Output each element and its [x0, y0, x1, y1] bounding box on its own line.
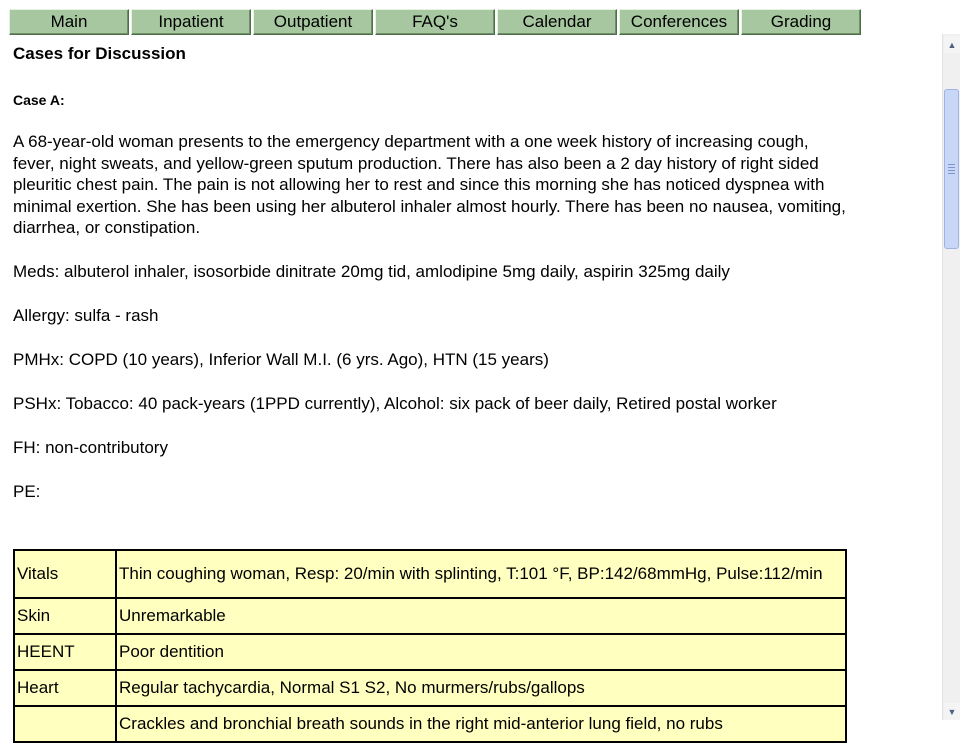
table-row	[14, 550, 846, 598]
table-row	[14, 598, 846, 634]
main-content	[13, 43, 853, 503]
row-label-lungs	[14, 706, 116, 742]
pe-label: PE:	[13, 482, 41, 501]
nav-main[interactable]: Main	[9, 9, 129, 35]
page-title: Cases for Discussion	[13, 44, 186, 63]
fh-text: FH: non-contributory	[13, 438, 168, 457]
row-value-heart: Regular tachycardia, Normal S1 S2, No murmers/rubs/gallops	[116, 670, 846, 706]
physical-exam-table	[13, 549, 847, 743]
case-title: Case A:	[13, 92, 65, 108]
nav-calendar[interactable]: Calendar	[497, 9, 617, 35]
top-nav	[9, 9, 861, 35]
thumb-grip-line	[948, 164, 955, 165]
nav-conferences[interactable]: Conferences	[619, 9, 739, 35]
thumb-grip-line	[948, 173, 955, 174]
nav-outpatient[interactable]: Outpatient	[253, 9, 373, 35]
row-label-heent: HEENT	[14, 634, 116, 670]
nav-faqs[interactable]: FAQ's	[375, 9, 495, 35]
table-row	[14, 706, 846, 742]
row-value-vitals: Thin coughing woman, Resp: 20/min with splinting, T:101 °F, BP:142/68mmHg, Pulse:112/min	[116, 550, 846, 598]
row-value-skin: Unremarkable	[116, 598, 846, 634]
thumb-grip-line	[948, 170, 955, 171]
vertical-scrollbar[interactable]	[942, 34, 960, 720]
thumb-grip-line	[948, 167, 955, 168]
row-label-skin: Skin	[14, 598, 116, 634]
allergy-text: Allergy: sulfa - rash	[13, 306, 159, 325]
row-label-vitals: Vitals	[14, 550, 116, 598]
row-label-heart: Heart	[14, 670, 116, 706]
nav-grading[interactable]: Grading	[741, 9, 861, 35]
nav-inpatient[interactable]: Inpatient	[131, 9, 251, 35]
pshx-text: PSHx: Tobacco: 40 pack-years (1PPD currently), Alcohol: six pack of beer daily, Retired postal worker	[13, 394, 777, 413]
scroll-up-icon[interactable]: ▲	[944, 36, 960, 53]
table-row	[14, 670, 846, 706]
meds-text: Meds: albuterol inhaler, isosorbide dinitrate 20mg tid, amlodipine 5mg daily, aspirin 325mg daily	[13, 262, 730, 281]
table-row	[14, 634, 846, 670]
case-history: A 68-year-old woman presents to the emergency department with a one week history of increasing cough, fever, night sweats, and yellow-green sputum production. There has also been a 2 day history of right sided pleuritic chest pain. The pain is not allowing her to rest and since this morning she has noticed dyspnea with minimal exertion. She has been using her albuterol inhaler almost hourly. There has been no nausea, vomiting, diarrhea, or constipation.	[13, 132, 846, 237]
row-value-heent: Poor dentition	[116, 634, 846, 670]
scroll-down-icon[interactable]: ▼	[944, 703, 960, 720]
scroll-thumb[interactable]	[944, 89, 959, 249]
row-value-lungs: Crackles and bronchial breath sounds in the right mid-anterior lung field, no rubs	[116, 706, 846, 742]
pmhx-text: PMHx: COPD (10 years), Inferior Wall M.I. (6 yrs. Ago), HTN (15 years)	[13, 350, 549, 369]
